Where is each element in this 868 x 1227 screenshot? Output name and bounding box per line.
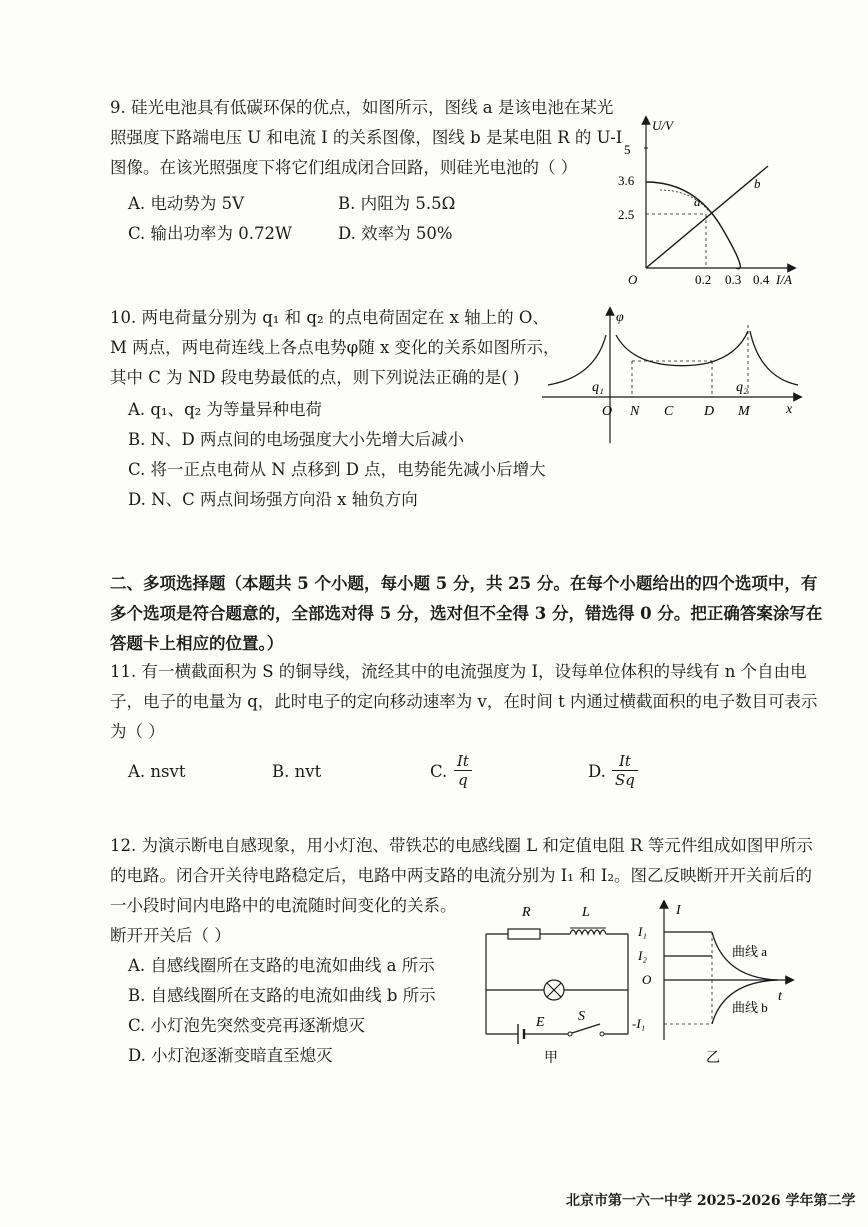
q12-inductor — [570, 930, 606, 934]
q12-option-c: C. 小灯泡先突然变亮再逐渐熄灭 — [128, 1016, 366, 1035]
q12-graph-caption: 乙 — [706, 1051, 720, 1066]
q11-d-den: Sq — [615, 771, 635, 789]
q10-ui-graph — [540, 305, 810, 445]
q9-label-b: b — [754, 176, 761, 191]
q10-x-label: x — [786, 402, 793, 417]
q9-x-label: I/A — [776, 272, 792, 287]
q12-y-label: I — [676, 903, 681, 918]
section2-line2: 多个选项是符合题意的，全部选对得 5 分，选对但不全得 3 分，错选得 0 分。把正确答案涂写在 — [110, 604, 823, 623]
section2-line1: 二、多项选择题（本题共 5 个小题，每小题 5 分，共 25 分。在每个小题给出的四个选项中，有 — [110, 574, 818, 593]
q11-c-num: It — [454, 752, 472, 771]
q12-line2: 的电路。闭合开关待电路稳定后，电路中两支路的电流分别为 I₁ 和 I₂。图乙反映断开开关前后的 — [110, 866, 812, 885]
q11-line3: 为（ ） — [110, 722, 165, 741]
q12-current-graph — [628, 900, 798, 1072]
q12-label-curve-b: 曲线 b — [732, 1000, 768, 1015]
q10-y-label: φ — [616, 310, 624, 325]
q10-line2: M 两点，两电荷连线上各点电势φ随 x 变化的关系如图所示， — [110, 338, 560, 357]
q9-ui-graph — [600, 110, 810, 290]
q9-option-c: C. 输出功率为 0.72W — [128, 224, 292, 243]
section2-line3: 答题卡上相应的位置。） — [110, 634, 284, 653]
q12-option-a: A. 自感线圈所在支路的电流如曲线 a 所示 — [128, 956, 435, 975]
q9-option-a: A. 电动势为 5V — [128, 194, 245, 213]
q10-option-c: C. 将一正点电荷从 N 点移到 D 点，电势能先减小后增大 — [128, 460, 546, 479]
q12-ytick-i1: I₁ — [638, 924, 647, 939]
q12-option-d: D. 小灯泡逐渐变暗直至熄灭 — [128, 1046, 333, 1065]
q10-point-m: M — [738, 404, 750, 419]
q10-line3: 其中 C 为 ND 段电势最低的点，则下列说法正确的是( ) — [110, 368, 520, 387]
q9-origin: O — [628, 272, 638, 287]
q9-ytick-5: 5 — [624, 142, 631, 157]
q11-d-num: It — [612, 752, 638, 771]
q11-option-d-label: D. — [588, 762, 606, 781]
q12-circuit-l-label: L — [582, 905, 590, 920]
q12-ytick-o: O — [642, 972, 652, 987]
q9-line2: 照强度下路端电压 U 和电流 I 的关系图像，图线 b 是某电阻 R 的 U-I — [110, 128, 623, 147]
q10-curve-mid — [616, 331, 748, 366]
q12-circuit-r-label: R — [522, 905, 531, 920]
q12-circuit-e-label: E — [536, 1015, 545, 1030]
q12-resistor — [508, 929, 540, 939]
q9-label-a: a — [694, 194, 701, 209]
q12-line1: 12. 为演示断电自感现象，用小灯泡、带铁芯的电感线圈 L 和定值电阻 R 等元件组成如图甲所示 — [110, 836, 813, 855]
q10-option-a: A. q₁、q₂ 为等量异种电荷 — [128, 400, 323, 419]
q10-point-o: O — [602, 404, 613, 419]
q10-curve-left — [548, 335, 606, 385]
q10-point-d: D — [704, 404, 715, 419]
q10-point-c: C — [664, 404, 674, 419]
q12-switch-pivot — [568, 1032, 572, 1036]
q12-circuit-diagram — [478, 900, 638, 1070]
q10-q1: q₁ — [592, 380, 604, 395]
q9-xtick-0.2: 0.2 — [695, 272, 712, 287]
q9-option-b: B. 内阻为 5.5Ω — [338, 194, 456, 213]
q9-line-b — [646, 166, 768, 268]
q9-line3: 图像。在该光照强度下将它们组成闭合回路，则硅光电池的（ ） — [110, 158, 578, 177]
q11-option-a: A. nsvt — [128, 762, 186, 781]
q10-option-d: D. N、C 两点间场强方向沿 x 轴负方向 — [128, 490, 418, 509]
q12-switch-arm — [572, 1024, 600, 1033]
q9-line1: 9. 硅光电池具有低碳环保的优点，如图所示，图线 a 是该电池在某光 — [110, 98, 614, 117]
q11-option-b: B. nvt — [272, 762, 322, 781]
q12-circuit-caption: 甲 — [544, 1051, 558, 1066]
q9-xtick-0.3: 0.3 — [725, 272, 742, 287]
q9-y-label: U/V — [652, 118, 673, 133]
q9-ytick-2.5: 2.5 — [618, 207, 635, 222]
q11-c-den: q — [458, 771, 468, 789]
q10-q2: q₂ — [736, 380, 748, 395]
q10-curve-right — [750, 331, 798, 385]
q12-option-b: B. 自感线圈所在支路的电流如曲线 b 所示 — [128, 986, 436, 1005]
q12-label-curve-a: 曲线 a — [732, 944, 768, 959]
q11-option-d-fraction — [612, 752, 638, 789]
q10-line1: 10. 两电荷量分别为 q₁ 和 q₂ 的点电荷固定在 x 轴上的 O、 — [110, 308, 549, 327]
q9-tangent — [660, 190, 708, 210]
q11-line2: 子，电子的电量为 q，此时电子的定向移动速率为 v，在时间 t 内通过横截面积的电子数目可表示 — [110, 692, 818, 711]
q10-option-b: B. N、D 两点间的电场强度大小先增大后减小 — [128, 430, 465, 449]
q11-line1: 11. 有一横截面积为 S 的铜导线，流经其中的电流强度为 I，设每单位体积的导线有 n 个自由电 — [110, 662, 807, 681]
q11-option-c-label: C. — [430, 762, 448, 781]
q12-ytick-neg-i1: -I₁ — [632, 1016, 646, 1031]
q10-point-n: N — [630, 404, 640, 419]
q9-ytick-3.6: 3.6 — [618, 173, 635, 188]
q12-line4: 断开开关后（ ） — [110, 926, 231, 945]
q12-circuit-s-label: S — [578, 1009, 585, 1024]
q12-line3: 一小段时间内电路中的电流随时间变化的关系。 — [110, 896, 457, 915]
q11-option-c-fraction — [454, 752, 472, 789]
q12-ytick-i2: I₂ — [638, 948, 647, 963]
q9-xtick-0.4: 0.4 — [753, 272, 770, 287]
page-footer: 北京市第一六一中学 2025-2026 学年第二学 — [566, 1193, 856, 1209]
q12-x-label: t — [778, 989, 782, 1004]
q9-option-d: D. 效率为 50% — [338, 224, 453, 243]
